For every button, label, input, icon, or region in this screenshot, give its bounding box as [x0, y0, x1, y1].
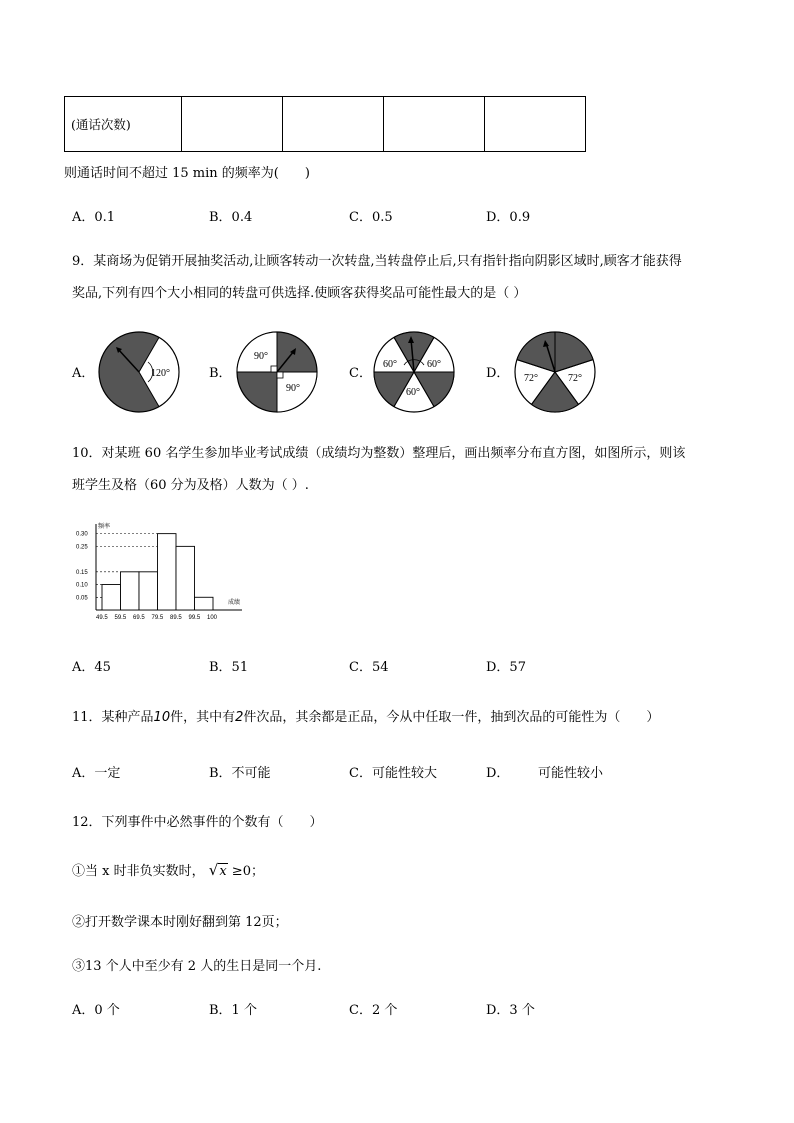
table-cell	[384, 97, 485, 152]
q11-option-d: D．	[486, 766, 510, 781]
q8-option-b: B．0.4	[209, 210, 253, 225]
x-tick-label: 99.5	[188, 615, 201, 621]
q11-option-d-text: 可能性较小	[538, 766, 604, 781]
histogram-bar	[139, 572, 158, 610]
q9-option-a-label: A．	[72, 366, 95, 381]
q12-item-3: ③13 个人中至少有 2 人的生日是同一个月.	[72, 959, 322, 974]
histogram-bar	[102, 585, 121, 610]
x-tick-label: 69.5	[133, 615, 145, 621]
y-axis-label: 频率	[98, 524, 111, 530]
q11-text-c: 件次品，其余都是正品，今从中任取一件，抽到次品的可能性为（ ）	[243, 710, 660, 725]
y-tick-label: 0.25	[76, 544, 88, 551]
spinner-d	[512, 329, 598, 415]
q11-question	[72, 706, 659, 725]
q12-item-2: ②打开数学课本时刚好翻到第 12页；	[72, 915, 288, 930]
q10-option-a: A．45	[72, 660, 111, 675]
frequency-histogram	[72, 518, 262, 628]
q9-option-d-label: D．	[486, 366, 510, 381]
q11-option-a: A．一定	[72, 766, 121, 781]
q12-option-b: B．1 个	[209, 1003, 257, 1018]
q9-option-c-label: C．	[349, 366, 372, 381]
q12-question: 12．下列事件中必然事件的个数有（ ）	[72, 815, 323, 830]
q8-question: 则通话时间不超过 15 min 的频率为( )	[64, 166, 310, 181]
q11-number-2: 2	[235, 710, 244, 725]
x-axis-label: 成绩	[228, 600, 241, 606]
x-tick-label: 100	[207, 615, 218, 621]
q8-option-d: D．0.9	[486, 210, 531, 225]
y-tick-label: 0.05	[76, 595, 88, 602]
q11-number-10: 10	[153, 710, 171, 725]
q10-option-b: B．51	[209, 660, 249, 675]
q12-option-c: C．2 个	[349, 1003, 398, 1018]
table-cell	[182, 97, 283, 152]
spinner-c	[371, 329, 457, 415]
histogram-bar	[176, 546, 195, 610]
q11-text-b: 件，其中有	[170, 710, 236, 725]
sqrt-radicand: x	[219, 864, 227, 879]
angle-label-b2: 90°	[286, 383, 300, 394]
x-tick-label: 59.5	[114, 615, 127, 621]
call-count-table	[64, 96, 586, 152]
q9-option-b-label: B．	[209, 366, 232, 381]
histogram-bar	[195, 597, 214, 610]
angle-label-c3: 60°	[406, 387, 420, 398]
q9-question-line2: 奖品,下列有四个大小相同的转盘可供选择.使顾客获得奖品可能性最大的是（ ）	[72, 286, 527, 301]
q10-question-line2: 班学生及格（60 分为及格）人数为（ ）.	[72, 478, 309, 493]
angle-label-d1: 72°	[524, 373, 538, 384]
angle-label-c1: 60°	[383, 359, 397, 370]
spinner-b	[234, 329, 320, 415]
q9-question-line1: 9．某商场为促销开展抽奖活动,让顾客转动一次转盘,当转盘停止后,只有指针指向阴影区域时,顾客才能获得	[72, 254, 682, 269]
table-header-cell: (通话次数)	[65, 97, 182, 152]
q11-option-c: C．可能性较大	[349, 766, 437, 781]
q10-option-d: D．57	[486, 660, 526, 675]
q11-text-a: 11．某种产品	[72, 710, 154, 725]
histogram-bar	[121, 572, 140, 610]
table-cell	[485, 97, 586, 152]
q12-item-1-inequality: ≥0；	[231, 864, 264, 879]
y-tick-label: 0.10	[76, 582, 88, 589]
y-tick-label: 0.15	[76, 569, 88, 576]
histogram-bar	[158, 534, 177, 610]
q10-question-line1: 10．对某班 60 名学生参加毕业考试成绩（成绩均为整数）整理后，画出频率分布直方图，如图所示，则该	[72, 446, 686, 461]
q8-option-a: A．0.1	[72, 210, 116, 225]
q11-option-b: B．不可能	[209, 766, 271, 781]
angle-label-c2: 60°	[427, 359, 441, 370]
table-cell	[283, 97, 384, 152]
sqrt-icon: √	[208, 861, 219, 879]
q8-option-c: C．0.5	[349, 210, 393, 225]
x-tick-label: 49.5	[96, 615, 108, 621]
y-tick-label: 0.30	[76, 531, 88, 538]
angle-label-a: 120°	[151, 368, 170, 379]
q12-option-d: D．3 个	[486, 1003, 535, 1018]
spinner-a	[96, 329, 182, 415]
q12-option-a: A．0 个	[72, 1003, 120, 1018]
sqrt-expression	[209, 861, 228, 879]
q12-item-1	[72, 860, 264, 879]
x-tick-label: 89.5	[170, 615, 182, 621]
q12-item-1-text: ①当 x 时非负实数时，	[72, 864, 205, 879]
angle-label-d2: 72°	[568, 373, 582, 384]
q10-option-c: C．54	[349, 660, 389, 675]
angle-label-b1: 90°	[254, 351, 268, 362]
x-tick-label: 79.5	[151, 615, 164, 621]
